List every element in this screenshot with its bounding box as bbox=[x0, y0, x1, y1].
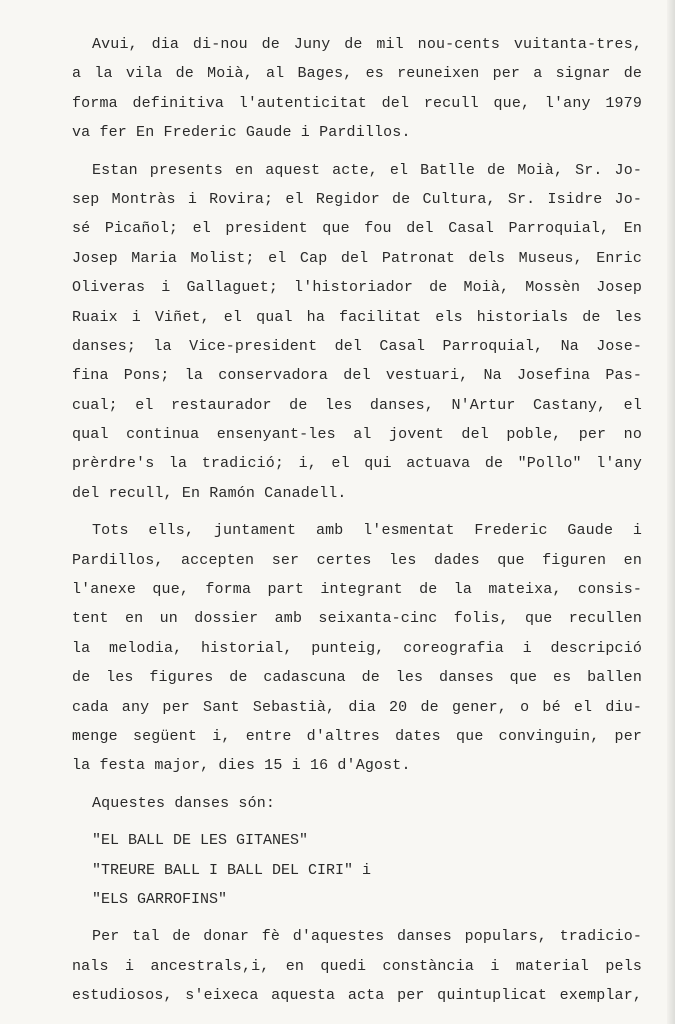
text-line: tent en un dossier amb seixanta-cinc folis, que recullen bbox=[72, 610, 642, 628]
text-line: la festa major, dies 15 i 16 d'Agost. bbox=[72, 757, 411, 775]
text-line: Josep Maria Molist; el Cap del Patronat dels Museus, Enric bbox=[72, 249, 642, 267]
text-line: sé Picañol; el president que fou del Casal Parroquial, En bbox=[72, 220, 642, 238]
text-line: prèrdre's la tradició; i, el qui actuava de "Pollo" l'any bbox=[72, 455, 642, 473]
text-line: de les figures de cadascuna de les danses que es ballen bbox=[72, 669, 642, 687]
text-line: l'anexe que, forma part integrant de la mateixa, consis- bbox=[72, 581, 642, 599]
text-line: estudiosos, s'eixeca aquesta acta per quintuplicat exemplar, bbox=[72, 987, 642, 1005]
text-line: la melodia, historial, punteig, coreografia i descripció bbox=[72, 639, 642, 657]
text-line: menge següent i, entre d'altres dates que convinguin, per bbox=[72, 727, 642, 745]
text-line: Per tal de donar fè d'aquestes danses populars, tradicio- bbox=[92, 928, 642, 946]
text-line: Estan presents en aquest acte, el Batlle de Moià, Sr. Jo- bbox=[92, 161, 642, 179]
text-line: nals i ancestrals,i, en quedi constància i material pels bbox=[72, 957, 642, 975]
text-line: del recull, En Ramón Canadell. bbox=[72, 484, 347, 502]
text-line: Oliveras i Gallaguet; l'historiador de Moià, Mossèn Josep bbox=[72, 279, 642, 297]
text-line: Ruaix i Viñet, el qual ha facilitat els historials de les bbox=[72, 308, 642, 326]
text-line: Avui, dia di-nou de Juny de mil nou-cents vuitanta-tres, bbox=[92, 36, 642, 53]
text-line: Tots ells, juntament amb l'esmentat Frederic Gaude i bbox=[92, 522, 642, 540]
text-line: forma definitiva l'autenticitat del recull que, l'any 1979 bbox=[72, 94, 642, 112]
dance-title: "ELS GARROFINS" bbox=[92, 890, 228, 908]
text-line: cada any per Sant Sebastià, dia 20 de gener, o bé el diu- bbox=[72, 698, 642, 716]
text-line: Pardillos, accepten ser certes les dades que figuren en bbox=[72, 551, 642, 569]
text-line: sep Montràs i Rovira; el Regidor de Cultura, Sr. Isidre Jo- bbox=[72, 190, 642, 208]
dance-title: "EL BALL DE LES GITANES" bbox=[92, 832, 309, 850]
page-edge-shadow bbox=[667, 0, 675, 1024]
text-line: danses; la Vice-president del Casal Parroquial, Na Jose- bbox=[72, 337, 642, 355]
text-line: Aquestes danses són: bbox=[92, 794, 276, 812]
text-line: cual; el restaurador de les danses, N'Artur Castany, el bbox=[72, 396, 642, 414]
text-line: fina Pons; la conservadora del vestuari, Na Josefina Pas- bbox=[72, 367, 642, 385]
text-line: a la vila de Moià, al Bages, es reuneixen per a signar de bbox=[72, 65, 642, 83]
dance-title: "TREURE BALL I BALL DEL CIRI" i bbox=[92, 861, 372, 879]
typewritten-text bbox=[72, 30, 642, 1011]
text-line: va fer En Frederic Gaude i Pardillos. bbox=[72, 124, 411, 142]
text-line: qual continua ensenyant-les al jovent del poble, per no bbox=[72, 426, 642, 444]
